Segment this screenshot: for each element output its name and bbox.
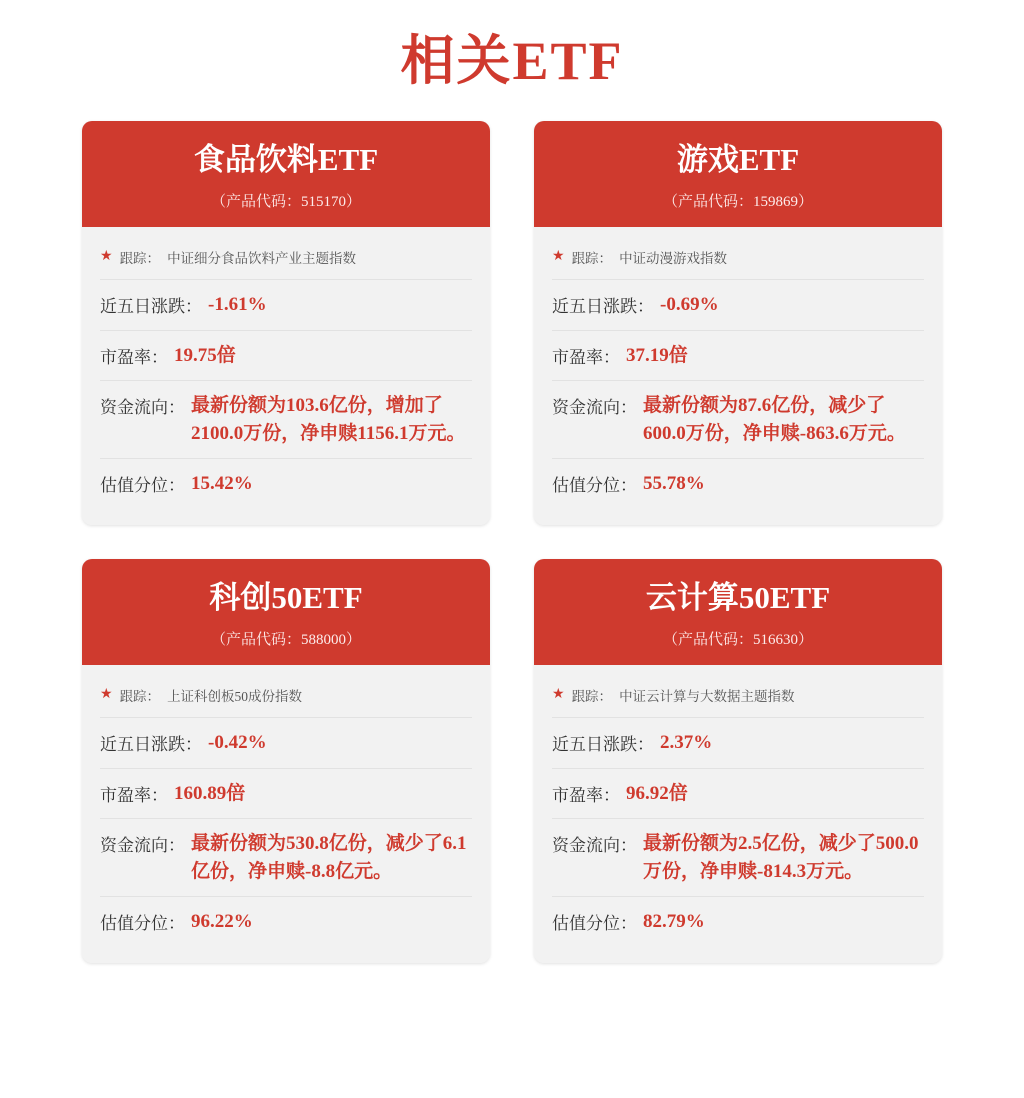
star-icon: ★ xyxy=(552,249,565,265)
etf-flow-row xyxy=(100,380,472,458)
etf-name: 游戏ETF xyxy=(676,142,800,177)
etf-page xyxy=(0,18,1024,983)
etf-card-body xyxy=(534,665,942,963)
etf-card-header xyxy=(82,121,490,227)
flow-label: 资金流向： xyxy=(552,398,637,418)
etf-card-body xyxy=(82,227,490,525)
flow-label: 资金流向： xyxy=(100,398,185,418)
flow-label: 资金流向： xyxy=(552,836,637,856)
etf-five-day-row xyxy=(100,717,472,768)
star-icon: ★ xyxy=(552,687,565,703)
etf-five-day-row xyxy=(100,279,472,330)
flow-value: 最新份额为103.6亿份，增加了2100.0万份，净申赎1156.1万元。 xyxy=(191,395,466,444)
etf-track-row xyxy=(100,679,472,717)
etf-flow-row xyxy=(552,818,924,896)
track-label: 跟踪： xyxy=(571,251,613,267)
etf-track-row xyxy=(552,241,924,279)
flow-value: 最新份额为530.8亿份，减少了6.1亿份，净申赎-8.8亿元。 xyxy=(191,833,467,882)
pe-label: 市盈率： xyxy=(100,347,168,367)
track-label: 跟踪： xyxy=(119,251,161,267)
five-day-value: -0.42% xyxy=(208,732,267,754)
etf-card[interactable] xyxy=(534,121,942,525)
pe-label: 市盈率： xyxy=(552,785,620,805)
etf-pe-row xyxy=(100,768,472,819)
etf-valuation-row xyxy=(100,458,472,509)
etf-card[interactable] xyxy=(82,121,490,525)
valuation-label: 估值分位： xyxy=(100,914,185,934)
etf-code: （产品代码：515170） xyxy=(210,194,361,211)
pe-value: 160.89倍 xyxy=(174,782,246,804)
etf-pe-row xyxy=(100,330,472,381)
etf-name: 科创50ETF xyxy=(209,579,363,615)
valuation-value: 15.42% xyxy=(191,473,253,495)
pe-value: 37.19倍 xyxy=(626,344,688,366)
etf-track-row xyxy=(552,679,924,717)
five-day-value: -0.69% xyxy=(660,294,719,316)
etf-card-grid xyxy=(0,121,1024,963)
etf-card-body xyxy=(82,665,490,963)
etf-code: （产品代码：588000） xyxy=(210,632,361,649)
etf-card-header xyxy=(534,559,942,665)
pe-label: 市盈率： xyxy=(552,347,620,367)
etf-name: 食品饮料ETF xyxy=(193,142,379,177)
five-day-value: 2.37% xyxy=(660,732,713,754)
valuation-label: 估值分位： xyxy=(552,476,637,496)
etf-card[interactable] xyxy=(534,559,942,963)
track-label: 跟踪： xyxy=(571,689,613,705)
pe-label: 市盈率： xyxy=(100,785,168,805)
etf-five-day-row xyxy=(552,717,924,768)
pe-value: 96.92倍 xyxy=(626,782,688,804)
valuation-value: 96.22% xyxy=(191,911,253,933)
etf-code: （产品代码：516630） xyxy=(662,632,813,649)
five-day-label: 近五日涨跌： xyxy=(552,297,654,317)
etf-card-body xyxy=(534,227,942,525)
etf-flow-row xyxy=(100,818,472,896)
etf-valuation-row xyxy=(100,896,472,947)
valuation-value: 82.79% xyxy=(643,911,705,933)
star-icon: ★ xyxy=(100,687,113,703)
etf-pe-row xyxy=(552,330,924,381)
star-icon: ★ xyxy=(100,249,113,265)
etf-valuation-row xyxy=(552,896,924,947)
etf-name: 云计算50ETF xyxy=(645,579,831,615)
flow-label: 资金流向： xyxy=(100,836,185,856)
valuation-value: 55.78% xyxy=(643,473,705,495)
five-day-label: 近五日涨跌： xyxy=(100,735,202,755)
etf-flow-row xyxy=(552,380,924,458)
etf-five-day-row xyxy=(552,279,924,330)
valuation-label: 估值分位： xyxy=(552,914,637,934)
five-day-label: 近五日涨跌： xyxy=(552,735,654,755)
etf-card-header xyxy=(82,559,490,665)
track-value: 中证细分食品饮料产业主题指数 xyxy=(167,251,357,267)
five-day-value: -1.61% xyxy=(208,294,267,316)
page-title: 相关ETF xyxy=(400,31,624,91)
etf-code: （产品代码：159869） xyxy=(662,194,813,211)
etf-card-header xyxy=(534,121,942,227)
track-label: 跟踪： xyxy=(119,689,161,705)
track-value: 中证云计算与大数据主题指数 xyxy=(619,689,795,705)
etf-track-row xyxy=(100,241,472,279)
etf-card[interactable] xyxy=(82,559,490,963)
track-value: 上证科创板50成份指数 xyxy=(167,689,303,705)
five-day-label: 近五日涨跌： xyxy=(100,297,202,317)
flow-value: 最新份额为2.5亿份，减少了500.0万份，净申赎-814.3万元。 xyxy=(643,833,919,882)
flow-value: 最新份额为87.6亿份，减少了600.0万份，净申赎-863.6万元。 xyxy=(643,395,906,444)
etf-valuation-row xyxy=(552,458,924,509)
track-value: 中证动漫游戏指数 xyxy=(619,251,728,267)
etf-pe-row xyxy=(552,768,924,819)
pe-value: 19.75倍 xyxy=(174,344,236,366)
valuation-label: 估值分位： xyxy=(100,476,185,496)
